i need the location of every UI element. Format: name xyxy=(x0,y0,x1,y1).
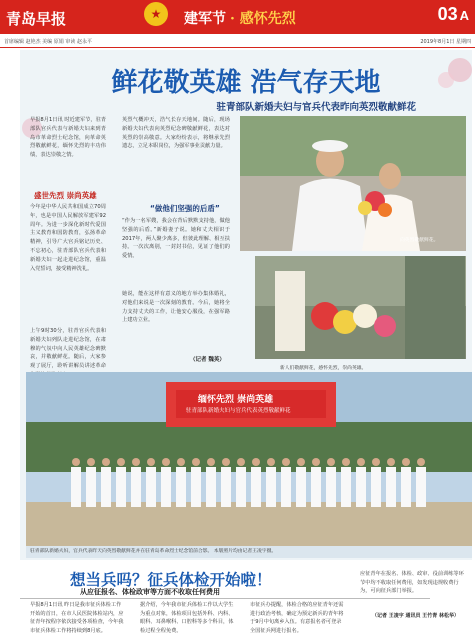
bottom-byline: （记者 王凌宇 通讯员 王竹青 林松华） xyxy=(372,613,459,619)
feature-col1a: 今年是中华人民共和国成立70周年，也是中国人民解放军建军92周年。为进一步深化新时代爱国主义教育和国防教育，弘扬革命精神，引导广大官兵铭记历史、不忘初心，驻青部队官兵代表和新婚夫妇一起走进纪念馆，重温入党誓词，接受精神洗礼。 xyxy=(30,204,106,272)
paper-logo: 青岛早报 xyxy=(6,10,67,28)
photo-officer-bride xyxy=(240,116,466,251)
subhead-2: “做他们坚强的后盾” xyxy=(150,204,220,213)
banner-line1: 缅怀先烈 崇尚英雄 xyxy=(198,395,274,405)
feature-col2b: “作为一名军嫂，我会在背后默默支持他，做他坚强的后盾。”新婚妻子说。她和丈夫相识于2017年，两人聚少离多，但彼此理解、相互扶持。一次次离别，一封封书信，见证了他们的爱情。 xyxy=(122,218,230,260)
bottom-headline: 想当兵吗？征兵体检开始啦！ xyxy=(70,571,272,589)
bottom-col3: 市征兵办提醒，体检合格的应征青年还需进行政治考核，确定为预定新兵的青年将于9月中旬离乡入伍。有意报名者可登录全国征兵网进行报名。 xyxy=(250,602,344,634)
photo1-caption: 向英烈敬献鲜花。 xyxy=(400,238,439,243)
feature-col2c: 她说，能在这样有意义的地方举办集体婚礼，对他们来说是一次深刻的教育。今后，她将全力支持丈夫的工作，让他安心服役，在强军路上建功立业。 xyxy=(122,291,230,324)
bottom-deck: 从应征报名、体检政审等方面不收取任何费用 xyxy=(80,588,220,596)
divider xyxy=(20,598,430,599)
masthead xyxy=(0,0,475,34)
page-number: 03 A xyxy=(437,4,469,24)
photo-group xyxy=(26,372,472,546)
photo2-caption: 新人们敬献鲜花，感怀先烈，崇尚英雄。 xyxy=(280,366,367,371)
bottom-col1: 早报8月1日讯 昨日是我市征兵体检工作开始的首日，在市人民医院体检站内，应征青年按程序依次接受各项检查，今年我市征兵体检工作将持续到8月底。 xyxy=(30,602,124,634)
photo3-caption: 驻青部队新婚夫妇，官兵代表昨天向英烈敬献鲜花并在驻青岛革命烈士纪念馆前合影。 本版照片均由记者王凌宇摄。 xyxy=(26,546,472,558)
feature-col1b: 上午9时30分，驻青官兵代表和新婚夫妇列队走进纪念馆，在肃穆的气氛中向人民英雄纪念碑默哀，并敬献鲜花。随后，大家参观了展厅，聆听讲解员讲述革命 xyxy=(30,328,106,370)
subhead-1: 盛世先烈 崇尚英雄 xyxy=(34,191,97,200)
feature-col2a: 英烈气概冲天，浩气长存天地间。随后，现场新婚夫妇代表向英烈纪念碑敬献鲜花，表达对英烈的崇高敬意。大家纷纷表示，将继承先烈遗志，立足本职岗位，为强军事业贡献力量。 xyxy=(122,117,230,150)
feature-deck: 驻青部队新婚夫妇与官兵代表昨向英烈敬献鲜花 xyxy=(216,102,416,113)
bottom-col2: 据介绍，今年我市征兵体检工作以大学生为重点对象，体检项目包括外科、内科、眼科、耳鼻喉科、口腔科等多个科目，体检过程全程免费。 xyxy=(140,602,234,634)
feature-byline: （记者 魏英） xyxy=(190,357,225,363)
feature-intro: 早报8月1日讯 时近建军节，驻青部队官兵代表与新婚夫妇来到青岛市革命烈士纪念馆，向革命英烈敬献鲜花，缅怀先烈的丰功伟绩，表达崇敬之情。 xyxy=(30,117,106,159)
column-title: 建军节 · 感怀先烈 xyxy=(184,11,296,27)
banner-line2: 驻青部队新婚夫妇与官兵代表英烈敬献鲜花 xyxy=(186,408,291,414)
army-emblem-icon: ★ xyxy=(144,2,168,26)
photo-flower-offering xyxy=(255,256,466,359)
feature-headline: 鲜花敬英雄 浩气存天地 xyxy=(111,68,381,98)
bottom-col4: 应征青年在报名、体检、政审、役前训练等环节中均不收取任何费用，如发现违规收费行为，可向征兵部门举报。 xyxy=(360,571,464,594)
editor-line: 首席编辑 赵艳杰 美编 原娟 审读 赵永平 2019年8月1日 星期四 xyxy=(0,34,475,48)
